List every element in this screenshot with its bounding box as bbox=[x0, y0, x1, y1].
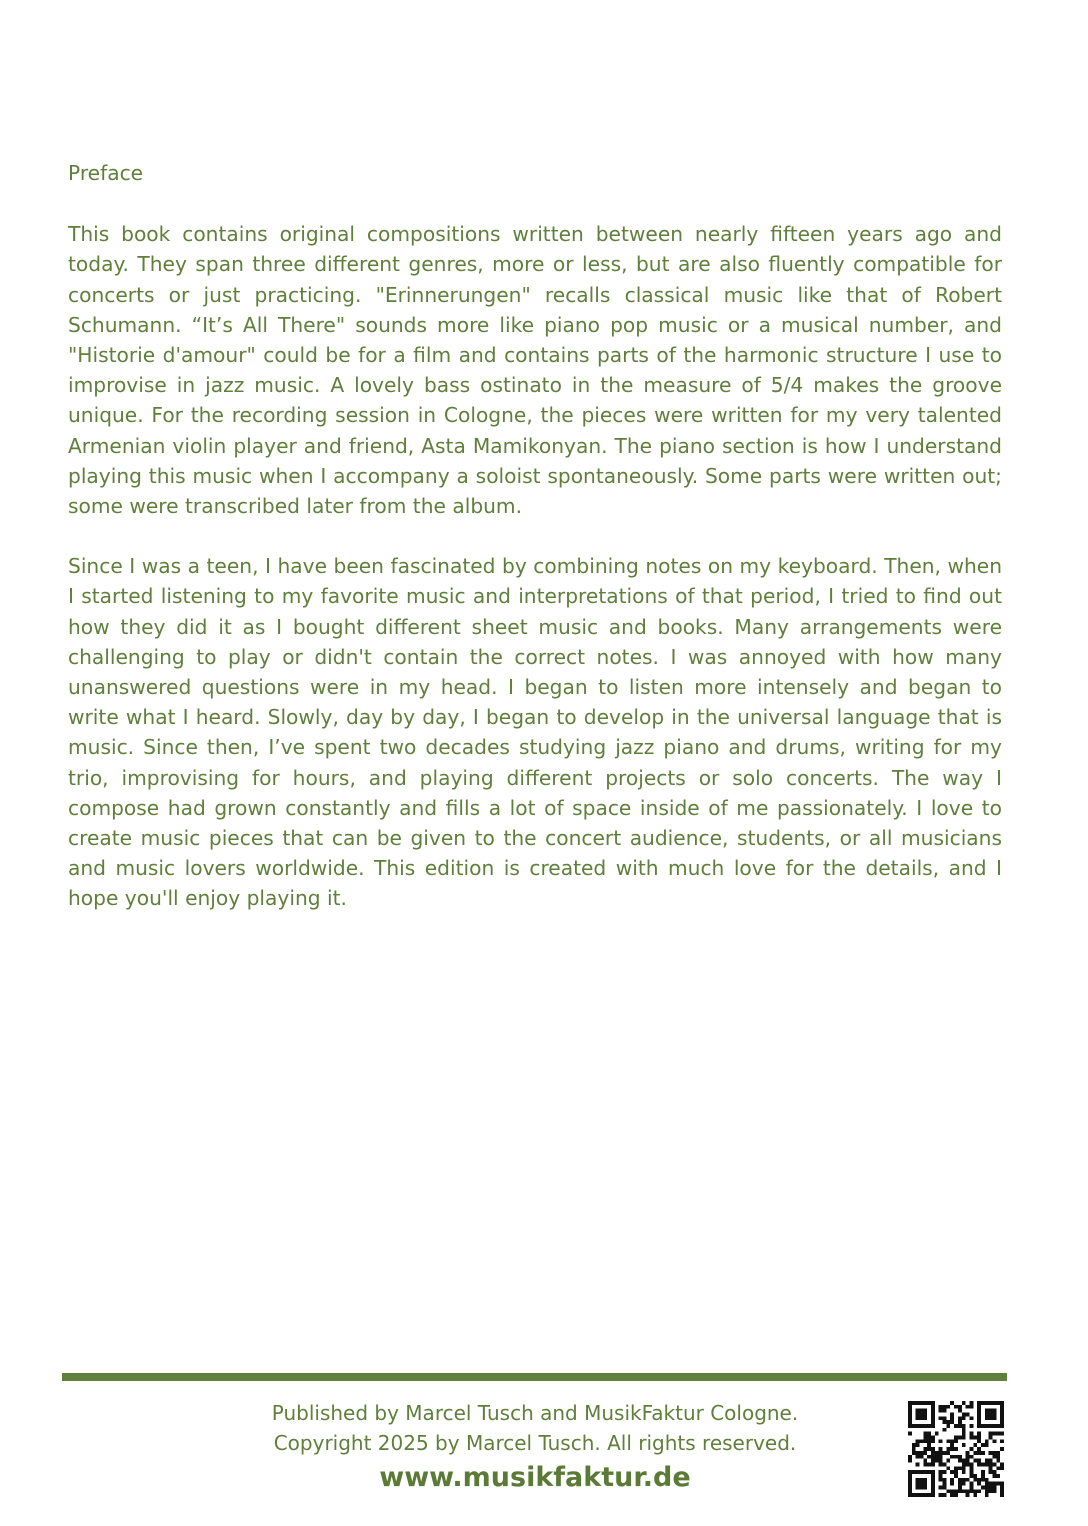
publisher-line: Published by Marcel Tusch and MusikFaktur Cologne. bbox=[271, 1401, 799, 1425]
preface-paragraph-1: This book contains original compositions written between nearly fifteen years ago and today. They span three different genres, more or less, but are also fluently compatible for concerts or just practicing. "Erinnerungen" recalls classical music like that of Robert Schumann. “It’s All There" sounds more like piano pop music or a musical number, and "Historie d'amour" could be for a film and contains parts of the harmonic structure I use to improvise in jazz music. A lovely bass ostinato in the measure of 5/4 makes the groove unique. For the recording session in Cologne, the pieces were written for my very talented Armenian violin player and friend, Asta Mamikonyan. The piano section is how I understand playing this music when I accompany a soloist spontaneously. Some parts were written out; some were transcribed later from the album. bbox=[68, 222, 1002, 519]
qr-code-icon bbox=[908, 1401, 1004, 1497]
preface-heading: Preface bbox=[68, 161, 144, 185]
website-link[interactable]: www.musikfaktur.de bbox=[379, 1462, 691, 1493]
preface-section bbox=[68, 158, 1002, 944]
copyright-line: Copyright 2025 by Marcel Tusch. All rights reserved. bbox=[273, 1431, 797, 1455]
footer bbox=[240, 1398, 830, 1498]
footer-divider bbox=[62, 1373, 1007, 1381]
preface-paragraph-2: Since I was a teen, I have been fascinated by combining notes on my keyboard. Then, when I started listening to my favorite music and interpretations of that period, I tried to find out how they did it as I bought different sheet music and books. Many arrangements were challenging to play or didn't contain the correct notes. I was annoyed with how many unanswered questions were in my head. I began to listen more intensely and began to write what I heard. Slowly, day by day, I began to develop in the universal language that is music. Since then, I’ve spent two decades studying jazz piano and drums, writing for my trio, improvising for hours, and playing different projects or solo concerts. The way I compose had grown constantly and fills a lot of space inside of me passionately. I love to create music pieces that can be given to the concert audience, students, or all musicians and music lovers worldwide. This edition is created with much love for the details, and I hope you'll enjoy playing it. bbox=[68, 554, 1002, 911]
